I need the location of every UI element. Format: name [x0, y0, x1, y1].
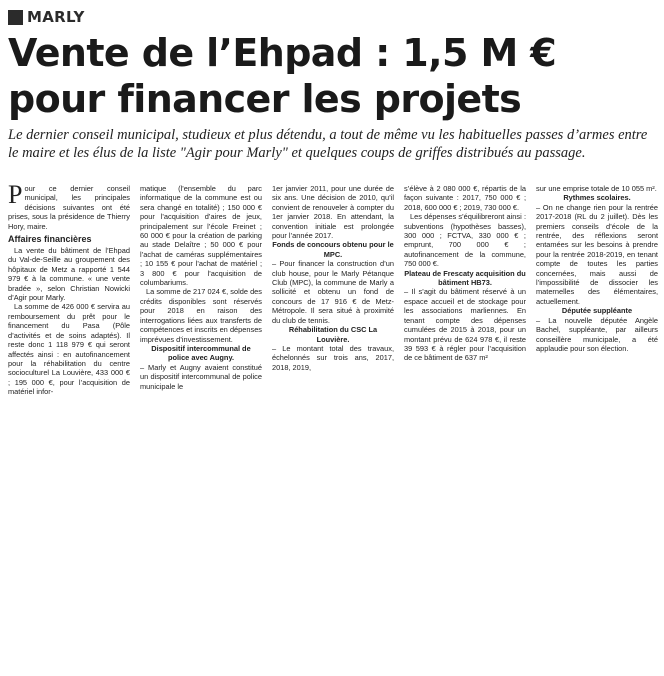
- subhead-csc-la-louviere: Réhabilitation du CSC La Louvière.: [288, 325, 378, 344]
- paragraph: La vente du bâtiment de l’Ehpad du Val-de-Seille au groupement des hôpitaux de Metz a rapporté 1 544 979 € à la commune. « une vente bradée », selon Christian Nowicki d’Agir pour Marly.: [8, 246, 130, 303]
- paragraph: s’élève à 2 080 000 €, répartis de la façon suivante : 2017, 750 000 € ; 2018, 600 000 € ; 2019, 730 000 €.: [404, 184, 526, 212]
- paragraph: – La nouvelle députée Angèle Bachel, suppléante, par ailleurs conseillère municipale, a été applaudie pour son élection.: [536, 315, 658, 353]
- headline-line-2: pour financer les projets: [8, 77, 522, 121]
- article-lede: Le dernier conseil municipal, studieux et plus détendu, a tout de même vu les habituelles passes d’armes entre le maire et les élus de la liste "Agir pour Marly" et quelques coups de griffes distribués au passage.: [8, 127, 648, 161]
- intro-paragraph: [8, 184, 130, 231]
- subhead-police-intercommunale: Dispositif intercommunal de police avec Augny.: [151, 343, 251, 363]
- paragraph: matique (l’ensemble du parc informatique de la commune est ou sera changé en totalité) ; 150 000 € pour l’acquisition d’aires de jeux, principalement sur l’école Freinet ; 60 000 € pour la création de parking au stade Delaître ; 50 000 € pour l’achat de caméras supplémentaires ; 10 155 € pour l’achat de matériel ; 3 800 € pour l’acquisition de columbariums.: [140, 184, 262, 288]
- subhead-plateau-de-frescaty: Plateau de Frescaty acquisition du bâtiment HB73.: [404, 268, 526, 288]
- subhead-affaires-financieres: Affaires financières: [8, 234, 92, 245]
- subhead-fonds-de-concours: Fonds de concours obtenu pour le MPC.: [272, 240, 394, 259]
- section-marker-square: [8, 10, 23, 25]
- headline-line-1: Vente de l’Ehpad : 1,5 M €: [8, 31, 557, 75]
- paragraph: – Marly et Augny avaient constitué un dispositif intercommunal de police municipale le: [140, 362, 262, 391]
- paragraph: – Il s’agit du bâtiment réservé à un espace accueil et de stockage pour les associations marliennes. En tenant compte des dépenses cumulées de 2015 à 2018, pour un montant prévu de 624 978 €, il reste 39 593 € à régler pour l’acquisition de ce bâtiment de 637 m²: [404, 287, 526, 363]
- paragraph: 1er janvier 2011, pour une durée de six ans. Une décision de 2010, qu’il convient de renouveler à compter du 1er janvier 2018. En attendant, la convention initiale est prolongée pour l’année 2017.: [272, 184, 394, 241]
- article-headline: [8, 30, 658, 122]
- article-body: [8, 184, 658, 410]
- paragraph: – Pour financer la construction d’un club house, pour le Marly Pétanque Club (MPC), la commune de Marly a sollicité et obtenu un fond de concours de 17 916 € de Metz-Métropole. Il sera situé à proximité du club de tennis.: [272, 259, 394, 325]
- column-2: [140, 184, 262, 410]
- drop-cap: P: [8, 184, 23, 209]
- column-3: [272, 184, 394, 410]
- section-label: MARLY: [27, 8, 85, 26]
- paragraph: sur une emprise totale de 10 055 m².: [536, 184, 657, 193]
- column-5: [536, 184, 658, 410]
- paragraph: – Le montant total des travaux, échelonnés sur trois ans, 2017, 2018, 2019,: [272, 343, 394, 372]
- column-1: [8, 184, 130, 410]
- paragraph: La somme de 426 000 € servira au remboursement du prêt pour le financement du Pasa (Pôle d’activités et de soins adaptés). Il reste donc 1 118 979 € qui seront affectés ainsi : en autofinancement pour la réhabilitation du centre socioculturel La Louvière, 433 000 € ; 195 000 €, pour l’acquisition de matériel infor-: [8, 302, 130, 397]
- paragraph: La somme de 217 024 €, solde des crédits disponibles sont réservés pour 2018 en raison des interrogations liées aux transferts de compétences et inscrits en dépenses imprévues d’investissement.: [140, 287, 262, 344]
- column-4: [404, 184, 526, 410]
- intro-text: our ce dernier conseil municipal, les principales décisions suivantes ont été prises, sous la présidence de Thierry Hory, maire.: [8, 184, 130, 231]
- paragraph: – On ne change rien pour la rentrée 2017-2018 (RL du 2 juillet). Dès les premiers conseils d’école de la rentrée, des réflexions seront entamées sur les besoins à prendre pour la rentrée 2018-2019, en tenant compte de toutes les parties concernées, mais aussi de l’impossibilité de dissocier les maternelles des élémentaires, actuellement.: [536, 202, 658, 306]
- subhead-rythmes-scolaires: Rythmes scolaires.: [563, 193, 631, 203]
- section-kicker: [8, 8, 85, 26]
- paragraph: Les dépenses s’équilibreront ainsi : subventions (hypothèses basses), 300 000 ; FCTVA, 330 000 € ; emprunt, 700 000 € ; autofinancement de la commune, 750 000 €.: [404, 212, 526, 269]
- subhead-deputee-suppleante: Députée suppléante: [561, 306, 633, 316]
